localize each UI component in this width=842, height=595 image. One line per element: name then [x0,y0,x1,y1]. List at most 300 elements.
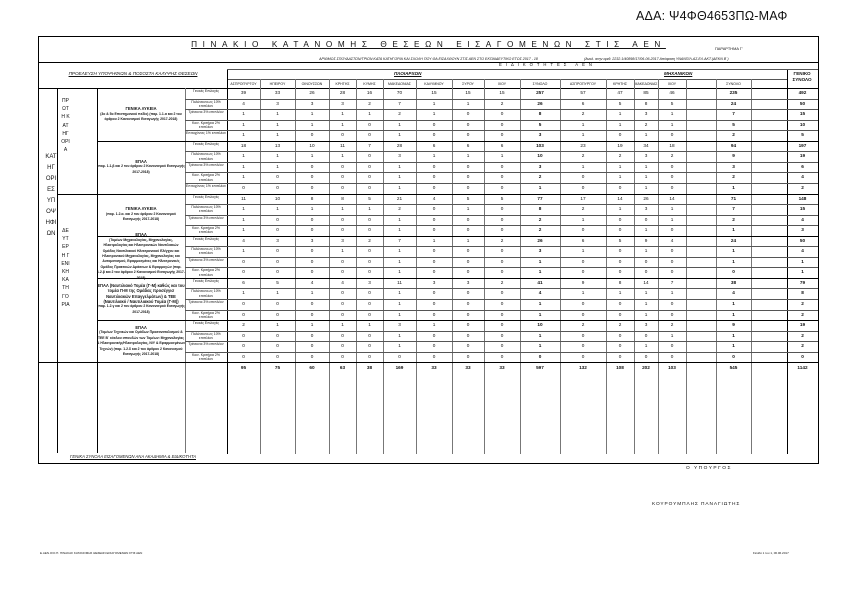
table-cell: 1 [398,184,401,190]
column-header: ΧΙΟΥ [667,82,677,86]
table-cell: 1 [341,248,344,254]
column-header: ΜΑΚΕΔΟΝΙΑΣ [388,82,411,86]
second-category-label: ΔΕΥΤΕΡΗ ΓΕΝΙΚΗ ΚΑΤΗΓΟΡΙΑ [61,228,70,308]
table-cell: 5 [618,100,622,106]
table-cell: 0 [581,332,585,338]
table-cell: 0 [276,301,279,306]
table-cell: 0 [341,332,344,338]
table-cell: 1 [242,248,245,254]
category-title: ΓΕΝΙΚΑ ΛΥΚΕΙΑ [125,206,157,212]
table-cell: 1 [398,343,401,349]
rule [57,88,58,453]
table-cell: 2 [670,153,674,159]
table-cell: 0 [644,332,648,338]
table-cell: 2 [368,100,371,106]
total-cell: 132 [579,365,587,371]
table-cell: 1 [732,332,735,338]
table-cell: 1 [500,153,504,159]
table-cell: 46 [669,90,675,95]
table-cell: 14 [669,195,675,201]
table-cell: 94 [730,142,737,148]
table-cell: 5 [670,100,674,106]
table-cell: 2 [398,206,401,212]
total-cell: 202 [642,365,650,371]
table-cell: 0 [276,258,279,264]
category-description: (παρ. 1.1.β και 2 του άρθρου 2 Κανονισμού Εισαγωγής 2017-2018) [97,164,185,174]
table-cell: 1 [466,153,470,159]
table-cell: 7 [732,111,735,117]
table-cell: 1 [432,111,436,117]
row-label: Κοιν. Κριτήρια 2% επιπλέον [192,173,220,182]
table-cell: 1 [398,332,401,338]
column-header: ΧΙΟΥ [497,82,507,86]
table-cell: 6 [466,142,470,148]
table-cell: 1 [310,322,314,328]
table-cell: 257 [536,90,544,95]
total-cell: 95 [240,365,247,371]
table-cell: 0 [670,353,674,359]
table-cell: 1 [732,258,735,264]
table-cell: 17 [580,195,586,201]
table-cell: 0 [670,258,674,264]
table-cell: 1 [310,206,314,212]
table-cell: 24 [730,100,737,106]
table-cell: 0 [368,163,371,169]
table-cell: 1 [368,111,371,117]
table-cell: 3 [276,237,279,243]
table-cell: 1 [398,258,401,264]
table-cell: 38 [730,279,737,285]
table-cell: 0 [466,174,470,180]
table-cell: 0 [310,227,314,233]
table-cell: 5 [732,121,735,127]
table-cell: 1 [538,332,542,338]
table-cell: 4 [538,290,542,296]
row-label: Γενικές Επιλογές [192,321,220,326]
table-cell: 0 [368,311,371,317]
row-label: Πολύτεκνοι-ες 10% επιπλέον [191,99,221,108]
ada-code: ΑΔΑ: Ψ4ΦΘ4653ΠΩ-ΜΑΦ [636,9,788,23]
table-cell: 3 [310,100,314,106]
category-title: ΕΠΑΛ [135,159,147,165]
group-pilots-header: ΠΛΟΙΑΡΧΩΝ [394,71,422,76]
table-cell: 1 [242,132,245,138]
column-header: ΟΙΝΟΥΣΣΩΝ [301,82,323,86]
table-cell: 0 [341,132,344,138]
total-cell: 33 [465,365,471,371]
table-cell: 0 [581,184,585,190]
row-label: Τρίτεκνοι 3% επιπλέον [188,257,224,262]
table-cell: 0 [618,227,622,233]
table-cell: 0 [670,132,674,138]
row-label: Γενικές Επιλογές [192,194,220,199]
table-subtitle: ΑΡΙΘΜΟΣ ΣΠΟΥΔΑΣΤΩΝ/ΤΡΙΩΝ ΚΑΤΑ ΚΑΤΗΓΟΡΙΑ ΚΑΙ ΣΧΟΛΗ ΠΟΥ ΘΑ ΕΙΣΑΧΘΟΥΝ ΣΤΙΣ ΑΕΝ ΣΤΟ ΕΚΠΑΙΔΕΥΤΙΚΟ ΕΤΟΣ 2017 - 18 [319,57,538,61]
table-cell: 11 [241,195,246,201]
table-cell: 11 [397,279,402,285]
table-cell: 0 [432,269,436,275]
table-cell: 5 [500,195,504,201]
table-cell: 1 [341,111,344,117]
table-cell: 0 [801,353,804,359]
table-cell: 1 [618,206,622,212]
table-cell: 0 [432,343,436,349]
table-cell: 10 [537,153,543,159]
table-cell: 1 [644,301,648,306]
column-header: ΚΡΗΤΗΣ [335,82,350,86]
table-cell: 1 [581,163,585,169]
table-cell: 0 [670,248,674,254]
table-cell: 0 [310,163,314,169]
table-cell: 9 [644,237,648,243]
table-cell: 1 [432,153,436,159]
table-cell: 71 [730,195,737,201]
table-cell: 1 [242,290,245,296]
table-cell: 5 [466,195,470,201]
table-cell: 1 [432,100,436,106]
table-cell: 0 [538,353,542,359]
table-cell: 15 [799,206,806,212]
table-cell: 1 [644,184,648,190]
table-cell: 26 [537,237,543,243]
table-cell: 0 [276,353,279,359]
table-cell: 0 [644,216,648,222]
table-cell: 0 [618,258,622,264]
table-cell: 0 [276,227,279,233]
table-cell: 103 [536,142,544,148]
table-cell: 41 [537,279,543,285]
table-cell: 0 [466,184,470,190]
row-label: Πολύτεκνοι-ες 10% επιπλέον [191,289,221,298]
table-cell: 2 [581,153,585,159]
table-cell: 1 [538,301,542,306]
table-cell: 1 [618,163,622,169]
specialties-header: ΕΙΔΙΚΟΤΗΤΕΣ ΑΕΝ [499,62,596,67]
table-cell: 0 [732,353,735,359]
table-cell: 0 [618,248,622,254]
table-cell: 0 [618,353,622,359]
table-cell: 0 [466,311,470,317]
category-block [97,321,185,361]
table-cell: 1 [670,332,674,338]
category-block [97,279,185,319]
table-cell: 1 [242,206,245,212]
table-cell: 3 [310,237,314,243]
table-cell: 1 [341,153,344,159]
table-cell: 2 [398,111,401,117]
table-cell: 0 [276,269,279,275]
table-cell: 50 [799,237,806,243]
table-cell: 0 [310,311,314,317]
table-cell: 492 [798,90,807,95]
table-cell: 0 [581,227,585,233]
table-cell: 10 [537,322,543,328]
table-cell: 5 [538,121,542,127]
table-cell: 1 [242,163,245,169]
table-cell: 4 [801,216,804,222]
footer-right: Σελίδα 1 του 1, 06.06.2017 [753,551,789,555]
table-cell: 0 [368,290,371,296]
table-cell: 13 [274,142,281,148]
table-cell: 1 [310,290,314,296]
table-cell: 1 [276,132,279,138]
table-cell: 15 [465,90,471,95]
row-label: Κοιν. Κριτήρια 2% επιπλέον [192,120,220,129]
table-cell: 3 [368,279,371,285]
table-cell: 0 [670,343,674,349]
table-cell: 0 [500,343,504,349]
table-cell: 0 [368,216,371,222]
table-cell: 10 [799,121,806,127]
table-cell: 1 [732,184,735,190]
table-cell: 0 [466,227,470,233]
table-cell: 9 [732,322,735,328]
table-cell: 1 [538,184,542,190]
row-label: Πολύτεκνοι-ες 10% επιπλέον [191,205,221,214]
table-title: ΠΙΝΑΚΙΟ ΚΑΤΑΝΟΜΗΣ ΘΕΣΕΩΝ ΕΙΣΑΓΟΜΕΝΩΝ ΣΤΙΣ ΑΕΝ [191,40,666,49]
table-cell: 1 [644,227,648,233]
table-cell: 0 [242,311,245,317]
table-cell: 0 [500,258,504,264]
table-cell: 0 [466,290,470,296]
total-cell: 108 [616,365,624,371]
table-cell: 2 [581,206,585,212]
total-cell: 60 [309,365,315,371]
table-cell: 0 [500,206,504,212]
table-cell: 0 [618,216,622,222]
table-cell: 1 [644,163,648,169]
table-cell: 0 [242,184,245,190]
table-cell: 26 [537,100,543,106]
table-cell: 1 [732,343,735,349]
table-cell: 0 [500,353,504,359]
table-cell: 3 [538,163,542,169]
total-cell: 597 [536,365,544,371]
table-cell: 8 [538,111,542,117]
table-cell: 0 [432,290,436,296]
table-cell: 197 [798,142,807,148]
total-cell: 103 [668,365,676,371]
table-cell: 3 [341,237,344,243]
table-cell: 0 [341,174,344,180]
table-cell: 1 [538,258,542,264]
table-cell: 1 [538,269,542,275]
table-cell: 0 [310,174,314,180]
category-description: (Τομέων Μηχανολογίας, Μηχανολογίας, Ηλεκτρολογίας και Ηλεκτρονικών Ναυτιλιακών Ομάδας Ναυτιλιακού Ηλεκτρονικού Ελέγχου και Ηλεκτρονικού Μηχανολογίας, Μηχανολογίας και Αυτοματισμού, Εφαρμοσμένες και Ηλεκτρονικές Ομάδας Πρακτικών Δράσεων & Εφαρμογών (παρ. 1.2.β και 2 του άρθρου 2 Κανονισμού Εισαγωγής 2017-2018) [97,237,185,280]
table-cell: 0 [618,332,622,338]
table-cell: 0 [618,184,622,190]
table-cell: 0 [500,132,504,138]
row-label: Γενικές Επιλογές [192,278,220,283]
table-cell: 0 [670,269,674,275]
table-cell: 0 [500,227,504,233]
row-label: Κοιν. Κριτήρια 2% επιπλέον [192,352,220,361]
table-cell: 15 [799,111,806,117]
table-cell: 34 [643,142,649,148]
table-cell: 1 [398,248,401,254]
total-cell: 75 [274,365,281,371]
table-cell: 1 [670,121,674,127]
table-cell: 0 [432,206,436,212]
row-label: Γενικές Επιλογές [192,236,220,241]
table-cell: 1 [432,322,436,328]
table-cell: 4 [310,279,314,285]
table-cell: 2 [732,132,735,138]
table-cell: 0 [500,269,504,275]
table-cell: 1 [398,121,401,127]
table-cell: 1 [644,343,648,349]
table-cell: 3 [538,248,542,254]
column-header: ΣΥΡΟΥ [462,82,474,86]
row-label: Κοιν. Κριτήρια 2% επιπλέον [192,268,220,277]
table-cell: 3 [644,322,648,328]
table-cell: 0 [432,258,436,264]
provenance-header: ΠΡΟΕΛΕΥΣΗ ΥΠΟΨΗΦΙΩΝ & ΠΟΣΟΣΤΑ ΚΑΛΥΨΗΣ ΘΕΣΕΩΝ [68,71,198,76]
allocation-table [38,36,819,464]
table-cell: 2 [500,100,504,106]
table-cell: 0 [466,258,470,264]
table-cell: 0 [242,332,245,338]
table-cell: 15 [431,90,437,95]
table-cell: 2 [538,216,542,222]
table-cell: 0 [368,174,371,180]
table-cell: 6 [581,100,585,106]
column-header: ΚΥΜΗΣ [363,82,376,86]
table-cell: 0 [276,311,279,317]
table-cell: 2 [618,322,622,328]
table-cell: 0 [581,174,585,180]
table-cell: 0 [368,353,371,359]
table-cell: 7 [732,206,735,212]
table-cell: 19 [617,142,623,148]
table-cell: 1 [310,111,314,117]
table-cell: 0 [432,184,436,190]
table-cell: 0 [368,132,371,138]
table-cell: 18 [669,142,675,148]
table-cell: 1 [466,100,470,106]
rule [227,79,787,80]
table-cell: 0 [310,184,314,190]
column-header: ΗΠΕΙΡΟΥ [269,82,286,86]
table-cell: 1 [644,174,648,180]
table-cell: 0 [500,332,504,338]
table-cell: 0 [500,311,504,317]
table-cell: 1 [581,132,585,138]
table-cell: 0 [368,332,371,338]
table-cell: 1 [644,248,648,254]
table-cell: 6 [801,163,804,169]
table-cell: 7 [398,237,401,243]
categories-outer-label: ΚΑΤΗΓΟΡΙΕΣ ΥΠΟΨΗΦΙΩΝ [45,154,57,237]
table-cell: 1 [398,301,401,306]
column-header: ΣΥΝΟΛΟ [532,82,548,86]
table-cell: 0 [500,111,504,117]
category-block [97,89,185,140]
table-cell: 0 [466,353,470,359]
table-cell: 1 [398,132,401,138]
table-cell: 4 [801,248,804,254]
category-description: (Τομέων Τεχνικών και Ομάδων Προσανατολισμού & ΤΕΕ Β΄ κύκλου σπουδών των Τομέων: Μηχανολογίας & Ηλεκτρονικής/Ηλεκτρολογίας, Ν/Υ & Εφαρμοσμένων Τεχνών) (παρ. 1.2.δ και 2 του άρθρου 2 Κανονισμού Εισαγωγής 2017-2018) [97,330,185,356]
table-cell: 21 [396,195,403,201]
table-cell: 0 [368,269,371,275]
column-header: ΚΑΛΥΜΝΟΥ [424,82,444,86]
table-cell: 1 [432,237,436,243]
table-cell: 1 [398,311,401,317]
table-cell: 0 [581,269,585,275]
table-cell: 0 [310,248,314,254]
total-cell: 1142 [797,365,808,371]
table-cell: 1 [242,111,245,117]
table-cell: 0 [618,343,622,349]
table-cell: 1 [644,132,648,138]
category-description: (3ο & 5ο Επιστημονικό πεδίο) (παρ. 1.1.α και 2 του άρθρου 2 Κανονισμού Εισαγωγής 2017-2018) [100,111,182,122]
category-title: ΕΠΑΛ [135,232,147,238]
table-cell: 0 [466,132,470,138]
table-cell: 235 [729,90,738,95]
table-cell: 0 [310,332,314,338]
table-cell: 1 [242,216,245,222]
row-label: Επιτυχόντες 1% επιπλέον [185,183,227,188]
table-cell: 0 [466,163,470,169]
table-cell: 2 [500,237,504,243]
table-cell: 8 [538,206,542,212]
table-cell: 1 [670,111,674,117]
table-cell: 1 [276,153,279,159]
table-cell: 1 [732,248,735,254]
table-cell: 0 [644,258,648,264]
table-cell: 4 [732,290,735,296]
table-cell: 0 [618,269,622,275]
row-label: Πολύτεκνοι-ες 10% επιπλέον [191,152,221,161]
table-cell: 0 [341,216,344,222]
table-cell: 0 [581,311,585,317]
row-label: Τρίτεκνοι 3% επιπλέον [188,110,224,115]
table-cell: 0 [500,163,504,169]
column-header: ΑΣΠΡΟΠΥΡΓΟΥ [569,82,597,86]
table-cell: 1 [310,121,314,127]
table-cell: 2 [644,121,648,127]
table-cell: 14 [617,195,623,201]
table-cell: 0 [276,174,279,180]
row-label: Κοιν. Κριτήρια 2% επιπλέον [192,310,220,319]
table-cell: 39 [240,90,247,95]
table-cell: 1 [398,163,401,169]
table-cell: 33 [274,90,281,95]
table-cell: 18 [240,142,247,148]
table-cell: 2 [581,111,585,117]
table-cell: 0 [242,301,245,306]
table-cell: 16 [366,90,373,95]
table-cell: 0 [432,311,436,317]
table-cell: 0 [368,184,371,190]
table-cell: 0 [341,258,344,264]
table-cell: 1 [618,121,622,127]
table-cell: 0 [310,258,314,264]
table-cell: 15 [499,90,505,95]
table-cell: 2 [801,301,804,306]
table-cell: 0 [500,174,504,180]
first-category-label: ΠΡΩΤΗ ΚΑΤΗΓΟΡΙΑ [61,98,70,154]
table-cell: 1 [276,206,279,212]
table-cell: 0 [466,269,470,275]
table-cell: 6 [581,237,585,243]
table-cell: 0 [341,343,344,349]
table-cell: 0 [618,301,622,306]
table-cell: 26 [309,90,315,95]
table-cell: 3 [398,322,401,328]
table-cell: 0 [242,343,245,349]
table-cell: 0 [310,269,314,275]
table-cell: 5 [618,237,622,243]
